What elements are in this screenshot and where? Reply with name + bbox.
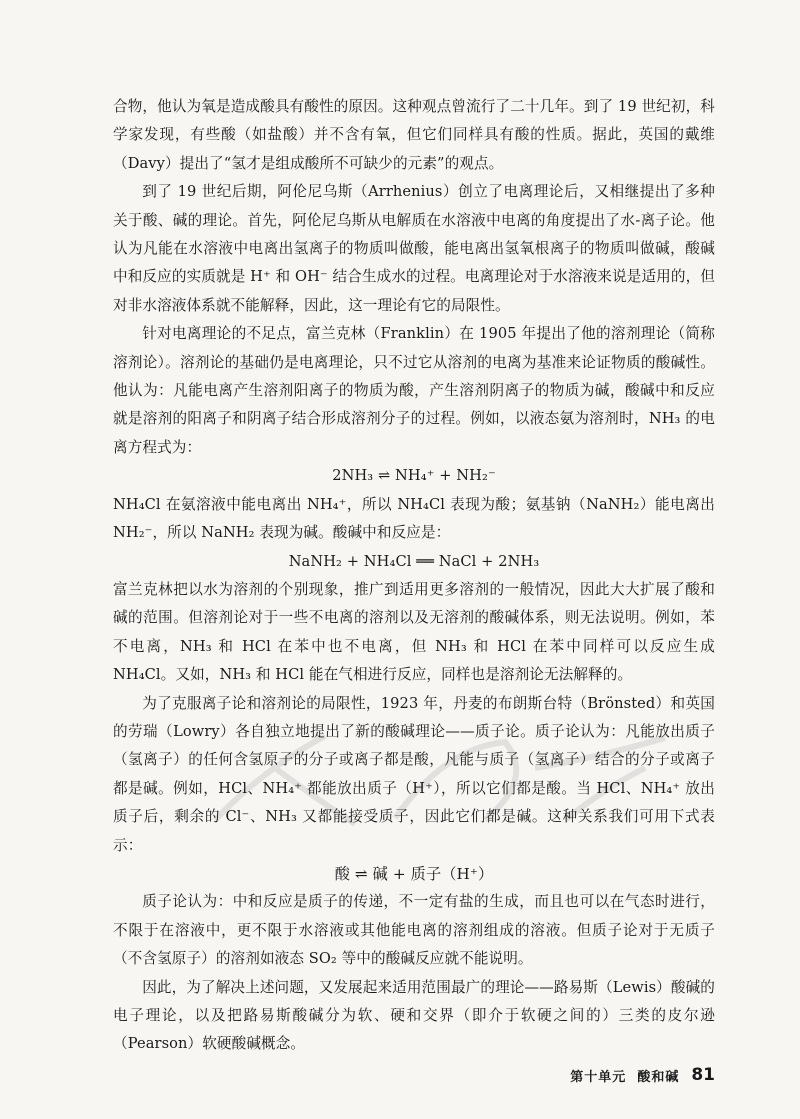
equation-proton-relation: 酸 ⇌ 碱 + 质子（H⁺）	[334, 864, 494, 883]
paragraph-5: 富兰克林把以水为溶剂的个别现象，推广到适用更多溶剂的一般情况，因此大大扩展了酸和碱的范围。但溶剂论对于一些不电离的溶剂以及无溶剂的酸碱体系，则无法说明。例如，苯不电离，NH₃ 和 HCl 在苯中也不电离，但 NH₃ 和 HCl 在苯中同样可以反应生成 NH₄Cl。又如，NH₃ 和 HCl 能在气相进行反应，同样也是溶剂论无法解释的。	[113, 580, 715, 684]
paragraph-3: 针对电离理论的不足点，富兰克林（Franklin）在 1905 年提出了他的溶剂理论（简称溶剂论）。溶剂论的基础仍是电离理论，只不过它从溶剂的电离为基准来论证物质的酸碱性。他认为：凡能电离产生溶剂阳离子的物质为酸，产生溶剂阴离子的物质为碱，酸碱中和反应就是溶剂的阳离子和阴离子结合形成溶剂分子的过程。例如，以液态氨为溶剂时，NH₃ 的电离方程式为：	[113, 325, 715, 456]
page-footer	[540, 1063, 715, 1087]
main-text	[113, 93, 715, 1059]
paragraph-8: 因此，为了解决上述问题，又发展起来适用范围最广的理论——路易斯（Lewis）酸碱的电子理论，以及把路易斯酸碱分为软、硬和交界（即介于软硬之间的）三类的皮尔逊（Pearson）软硬酸碱概念。	[113, 978, 715, 1053]
unit-title: 第十单元 酸和碱	[570, 1069, 680, 1085]
page-number: 81	[691, 1065, 715, 1085]
paragraph-4: NH₄Cl 在氨溶液中能电离出 NH₄⁺，所以 NH₄Cl 表现为酸；氨基钠（NaNH₂）能电离出 NH₂⁻，所以 NaNH₂ 表现为碱。酸碱中和反应是：	[113, 495, 715, 542]
paragraph-7: 质子论认为：中和反应是质子的传递，不一定有盐的生成，而且也可以在气态时进行，不限于在溶液中，更不限于水溶液或其他能电离的溶剂组成的溶液。但质子论对于无质子（不含氢原子）的溶剂如液态 SO₂ 等中的酸碱反应就不能说明。	[113, 893, 715, 968]
paragraph-2: 到了 19 世纪后期，阿伦尼乌斯（Arrhenius）创立了电离理论后，又相继提出了多种关于酸、碱的理论。首先，阿伦尼乌斯从电解质在水溶液中电离的角度提出了水-离子论。他认为凡能在水溶液中电离出氢离子的物质叫做酸，能电离出氢氧根离子的物质叫做碱，酸碱中和反应的实质就是 H⁺ 和 OH⁻ 结合生成水的过程。电离理论对于水溶液来说是适用的，但对非水溶液体系就不能解释，因此，这一理论有它的局限性。	[113, 183, 715, 314]
equation-ammonia-ionization: 2NH₃ ⇌ NH₄⁺ + NH₂⁻	[332, 467, 496, 485]
paragraph-1: 合物，他认为氧是造成酸具有酸性的原因。这种观点曾流行了二十几年。到了 19 世纪初，科学家发现，有些酸（如盐酸）并不含有氧，但它们同样具有酸的性质。据此，英国的戴维（Davy）提出了“氢才是组成酸所不可缺少的元素”的观点。	[113, 98, 715, 172]
paragraph-6: 为了克服离子论和溶剂论的局限性，1923 年，丹麦的布朗斯台特（Brönsted）和英国的劳瑞（Lowry）各自独立地提出了新的酸碱理论——质子论。质子论认为：凡能放出质子（氢离子）的任何含氢原子的分子或离子都是酸，凡能与质子（氢离子）结合的分子或离子都是碱。例如，HCl、NH₄⁺ 都能放出质子（H⁺），所以它们都是酸。当 HCl、NH₄⁺ 放出质子后，剩余的 Cl⁻、NH₃ 又都能接受质子，因此它们都是碱。这种关系我们可用下式表示：	[113, 694, 715, 854]
equation-neutralization: NaNH₂ + NH₄Cl ══ NaCl + 2NH₃	[288, 552, 540, 570]
